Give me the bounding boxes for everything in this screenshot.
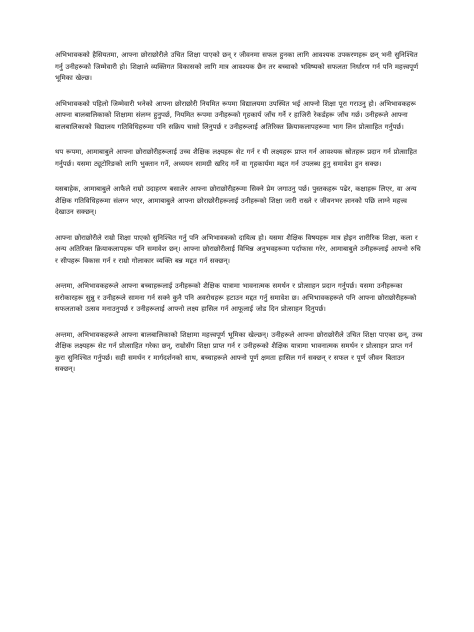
paragraph-1: अभिभावकको हैसियतमा, आफ्ना छोराछोरीले उचित शिक्षा पाएको छन् र जीवनमा सफल हुनका लागि आवश्यक उपकरणहरू छन् भनी सुनिश्चित गर्नु उनीहरूको जिम्मेवारी हो। शिक्षाले व्यक्तिगत विकासको लागि मात्र आवश्यक छैन तर बच्चाको भविष्यको सफलता निर्धारण गर्न पनि महत्त्वपूर्ण भूमिका खेल्छ। xyxy=(55,51,419,82)
paragraph-7: अन्तमा, अभिभावकहरूले आफ्ना बालबालिकाको शिक्षामा महत्त्वपूर्ण भूमिका खेल्छन्। उनीहरूले आफ्ना छोराछोरीले उचित शिक्षा पाएका छन्, उच्च शैक्षिक लक्ष्यहरू सेट गर्न प्रोत्साहित गरेका छन्, राम्रोसँग शिक्षा प्राप्त गर्न र उनीहरूको शैक्षिक यात्रामा भावनात्मक समर्थन र प्रोत्साहन प्राप्त गर्न कुरा सुनिश्चित गर्नुपर्छ। सही समर्थन र मार्गदर्शनको साथ, बच्चाहरूले आफ्नो पूर्ण क्षमता हासिल गर्न सक्छन् र सफल र पूर्ण जीवन बिताउन सक्छन्। xyxy=(55,330,423,373)
paragraph-6: अन्तमा, अभिभावकहरूले आफ्ना बच्चाहरूलाई उनीहरूको शैक्षिक यात्रामा भावनात्मक समर्थन र प्रोत्साहन प्रदान गर्नुपर्छ। यसमा उनीहरूका सरोकारहरू सुन्नु र उनीहरूले सामना गर्न सक्ने कुनै पनि अवरोधहरू हटाउन मद्दत गर्नु समावेश छ। अभिभावकहरूले पनि आफ्ना छोराछोरीहरूको सफलताको उत्सव मनाउनुपर्छ र उनीहरूलाई आफ्नो लक्ष्य हासिल गर्न आफूलाई जोड दिन प्रोत्साहन दिनुपर्छ। xyxy=(55,282,417,313)
document-body xyxy=(55,50,425,390)
paragraph-2: अभिभावकको पहिलो जिम्मेवारी भनेको आफ्ना छोराछोरी नियमित रूपमा विद्यालयमा उपस्थित भई आफ्नो शिक्षा पूरा गराउनु हो। अभिभावकहरू आफ्ना बालबालिकाको शिक्षामा संलग्न हुनुपर्छ, नियमित रूपमा उनीहरूको गृहकार्य जाँच गर्ने र हाजिरी रेकर्डहरू जाँच गर्छ। उनीहरूले आफ्ना बालबालिकाको विद्यालय गतिविधिहरूमा पनि सक्रिय चासो लिनुपर्छ र उनीहरूलाई अतिरिक्त क्रियाकलापहरूमा भाग लिन प्रोत्साहित गर्नुपर्छ। xyxy=(55,99,416,131)
paragraph-3: थप रूपमा, आमाबाबुले आफ्ना छोराछोरीहरूलाई उच्च शैक्षिक लक्ष्यहरू सेट गर्न र यी लक्ष्यहरू प्राप्त गर्न आवश्यक स्रोतहरू प्रदान गर्न प्रोत्साहित गर्नुपर्छ। यसमा ट्यूटोरिङको लागि भुक्तान गर्ने, अध्ययन सामग्री खरिद गर्ने वा गृहकार्यमा मद्दत गर्न उपलब्ध हुनु समावेश हुन सक्छ। xyxy=(55,148,417,168)
paragraph-4: यसबाहेक, आमाबाबुले आफैले राम्रो उदाहरण बसालेर आफ्ना छोराछोरीहरूमा सिक्ने प्रेम जगाउनु पर्छ। पुस्तकहरू पढेर, कक्षाहरू लिएर, वा अन्य शैक्षिक गतिविधिहरूमा संलग्न भएर, आमाबाबुले आफ्ना छोराछोरीहरूलाई उनीहरूको शिक्षा जारी राख्ने र जीवनभर ज्ञानको पछि लाग्ने महत्त्व देखाउन सक्छन्। xyxy=(55,185,417,216)
paragraph-5: आफ्ना छोराछोरीले राम्रो शिक्षा पाएको सुनिश्चित गर्नु पनि अभिभावकको दायित्व हो। यसमा शैक्षिक विषयहरू मात्र होइन शारीरिक शिक्षा, कला र अन्य अतिरिक्त क्रियाकलापहरू पनि समावेश छन्। आफ्ना छोराछोरीलाई विभिन्न अनुभवहरूमा पर्दाफास गरेर, आमाबाबुले उनीहरूलाई आफ्नो रुचि र सीपहरू विकास गर्न र राम्रो गोलाकार व्यक्ति बन्न मद्दत गर्न सक्छन्। xyxy=(55,233,421,265)
